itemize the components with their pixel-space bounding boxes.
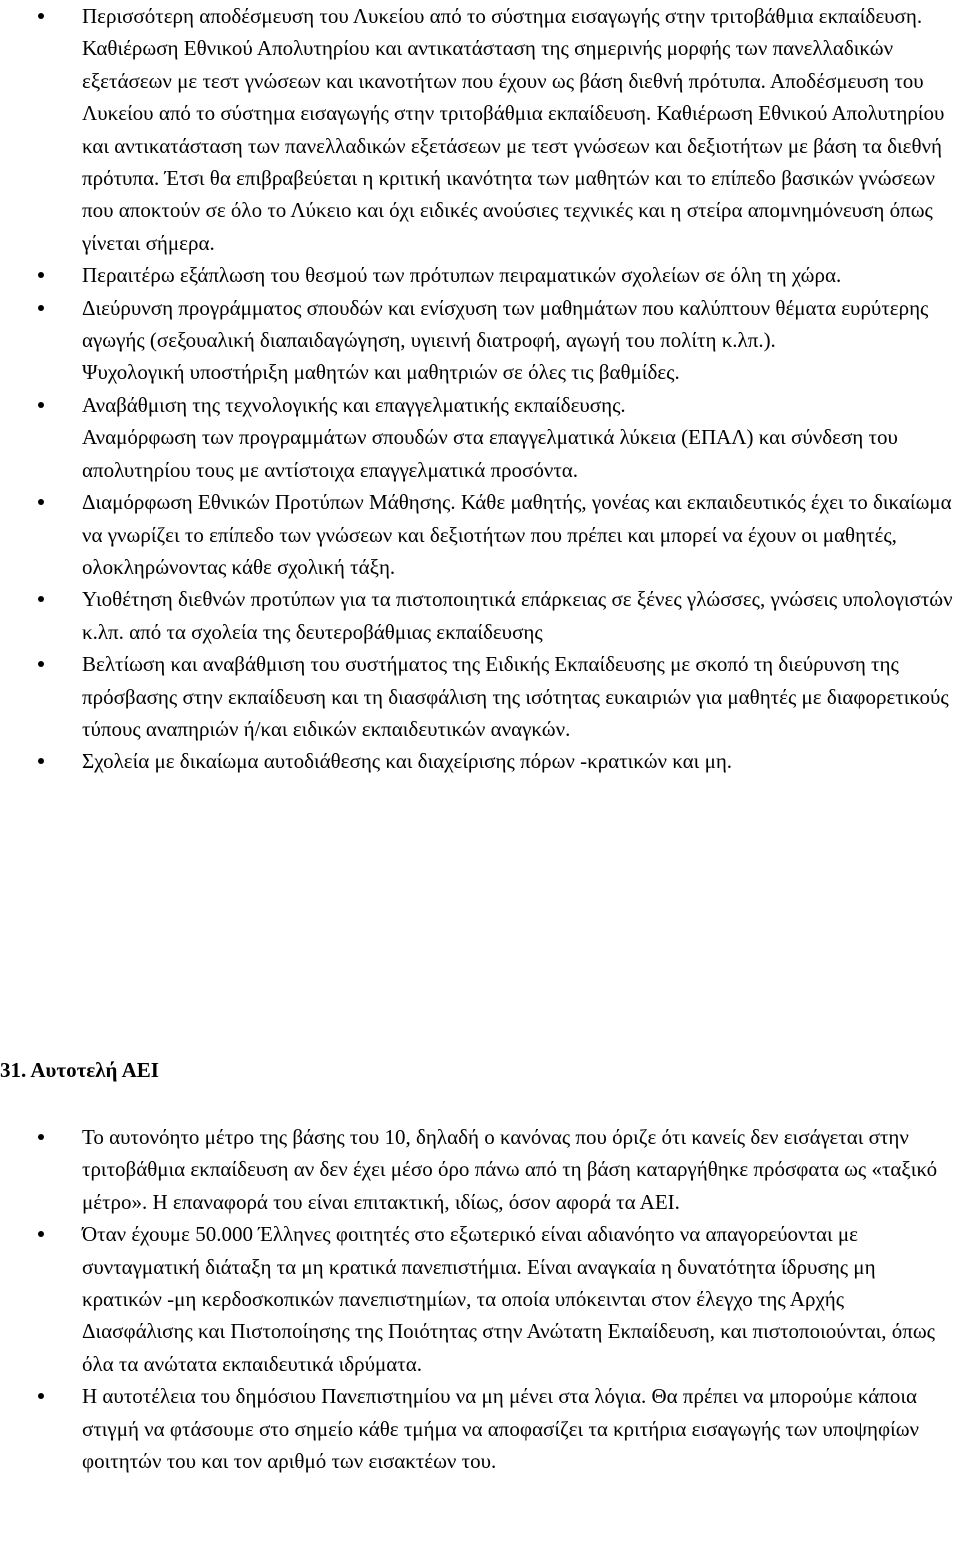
bullet-list-universities [0,1121,960,1477]
bullet-icon [38,1231,44,1237]
list-item [0,389,960,486]
list-item [0,1121,960,1218]
bullet-icon [38,661,44,667]
list-item-text: Διαμόρφωση Εθνικών Προτύπων Μάθησης. Κάθε μαθητής, γονέας και εκπαιδευτικός έχει το δικαίωμα να γνωρίζει το επίπεδο των γνώσεων και δεξιοτήτων που πρέπει και μπορεί να έχουν οι μαθητές, ολοκληρώνοντας κάθε σχολική τάξη. [82,490,952,579]
list-item [0,1380,960,1477]
bullet-icon [38,1134,44,1140]
list-item-subtext: Αναμόρφωση των προγραμμάτων σπουδών στα επαγγελματικά λύκεια (ΕΠΑΛ) και σύνδεση του απολυτηρίου τους με αντίστοιχα επαγγελματικά προσόντα. [82,425,898,482]
list-item-text: Όταν έχουμε 50.000 Έλληνες φοιτητές στο εξωτερικό είναι αδιανόητο να απαγορεύονται με συνταγματική διάταξη τα μη κρατικά πανεπιστήμια. Είναι αναγκαία η δυνατότητα ίδρυσης μη κρατικών -μη κερδοσκοπικών πανεπιστημίων, τα οποία υπόκεινται στον έλεγχο της Αρχής Διασφάλισης και Πιστοποίησης της Ποιότητας στην Ανώτατη Εκπαίδευση, και πιστοποιούνται, όπως όλα τα ανώτατα εκπαιδευτικά ιδρύματα. [82,1222,935,1376]
list-item-text: Σχολεία με δικαίωμα αυτοδιάθεσης και διαχείρισης πόρων -κρατικών και μη. [82,749,733,774]
list-item-subtext: Ψυχολογική υποστήριξη μαθητών και μαθητριών σε όλες τις βαθμίδες. [82,360,680,385]
list-item-text: Αναβάθμιση της τεχνολογικής και επαγγελματικής εκπαίδευσης. [82,392,626,417]
bullet-icon [38,272,44,278]
list-item [0,292,960,389]
list-item-text: Περαιτέρω εξάπλωση του θεσμού των πρότυπων πειραματικών σχολείων σε όλη τη χώρα. [82,263,842,288]
list-item [0,1218,960,1380]
list-item [0,259,960,291]
list-item-text: Βελτίωση και αναβάθμιση του συστήματος της Ειδικής Εκπαίδευσης με σκοπό τη διεύρυνση της πρόσβασης στην εκπαίδευση και τη διασφάλιση της ισότητας ευκαιριών για μαθητές με διαφορετικούς τύπους αναπηριών ή/και ειδικών εκπαιδευτικών αναγκών. [82,652,949,741]
list-item-text: Το αυτονόητο μέτρο της βάσης του 10, δηλαδή ο κανόνας που όριζε ότι κανείς δεν εισάγεται στην τριτοβάθμια εκπαίδευση αν δεν έχει μέσο όρο πάνω από τη βάση καταργήθηκε πρόσφατα ως «ταξικό μέτρο». Η επαναφορά του είναι επιτακτική, ιδίως, όσον αφορά τα ΑΕΙ. [82,1125,938,1214]
list-item [0,745,960,777]
list-item [0,0,960,259]
list-item [0,583,960,648]
bullet-icon [38,13,44,19]
list-item-text: Υιοθέτηση διεθνών προτύπων για τα πιστοποιητικά επάρκειας σε ξένες γλώσσες, γνώσεις υπολογιστών κ.λπ. από τα σχολεία της δευτεροβάθμιας εκπαίδευσης [82,587,953,644]
bullet-icon [38,499,44,505]
bullet-icon [38,1393,44,1399]
bullet-icon [38,596,44,602]
bullet-list-education [0,0,960,778]
section-heading: 31. Αυτοτελή ΑΕΙ [0,1058,159,1082]
list-item-text: Η αυτοτέλεια του δημόσιου Πανεπιστημίου να μη μένει στα λόγια. Θα πρέπει να μπορούμε κάποια στιγμή να φτάσουμε στο σημείο κάθε τμήμα να αποφασίζει τα κριτήρια εισαγωγής των υποψηφίων φοιτητών του και τον αριθμό των εισακτέων του. [82,1384,920,1474]
list-item [0,648,960,745]
bullet-icon [38,305,44,311]
list-item-text: Διεύρυνση προγράμματος σπουδών και ενίσχυση των μαθημάτων που καλύπτουν θέματα ευρύτερης αγωγής (σεξουαλική διαπαιδαγώγηση, υγιεινή διατροφή, αγωγή του πολίτη κ.λπ.). [82,295,929,353]
bullet-icon [38,758,44,764]
bullet-icon [38,402,44,408]
list-item [0,486,960,583]
list-item-text: Περισσότερη αποδέσμευση του Λυκείου από το σύστημα εισαγωγής στην τριτοβάθμια εκπαίδευση. Καθιέρωση Εθνικού Απολυτηρίου και αντικατάσταση της σημερινής μορφής των πανελλαδικών εξετάσεων με τεστ γνώσεων και ικανοτήτων που έχουν ως βάση διεθνή πρότυπα. Αποδέσμευση του Λυκείου από το σύστημα εισαγωγής στην τριτοβάθμια εκπαίδευση. Καθιέρωση Εθνικού Απολυτηρίου και αντικατάσταση των πανελλαδικών εξετάσεων με τεστ γνώσεων και δεξιοτήτων με βάση τα διεθνή πρότυπα. Έτσι θα επιβραβεύεται η κριτική ικανότητα των μαθητών και το επίπεδο βασικών γνώσεων που αποκτούν σε όλο το Λύκειο και όχι ειδικές ανούσιες τεχνικές και η στείρα απομνημόνευση όπως γίνεται σήμερα. [82,4,945,255]
